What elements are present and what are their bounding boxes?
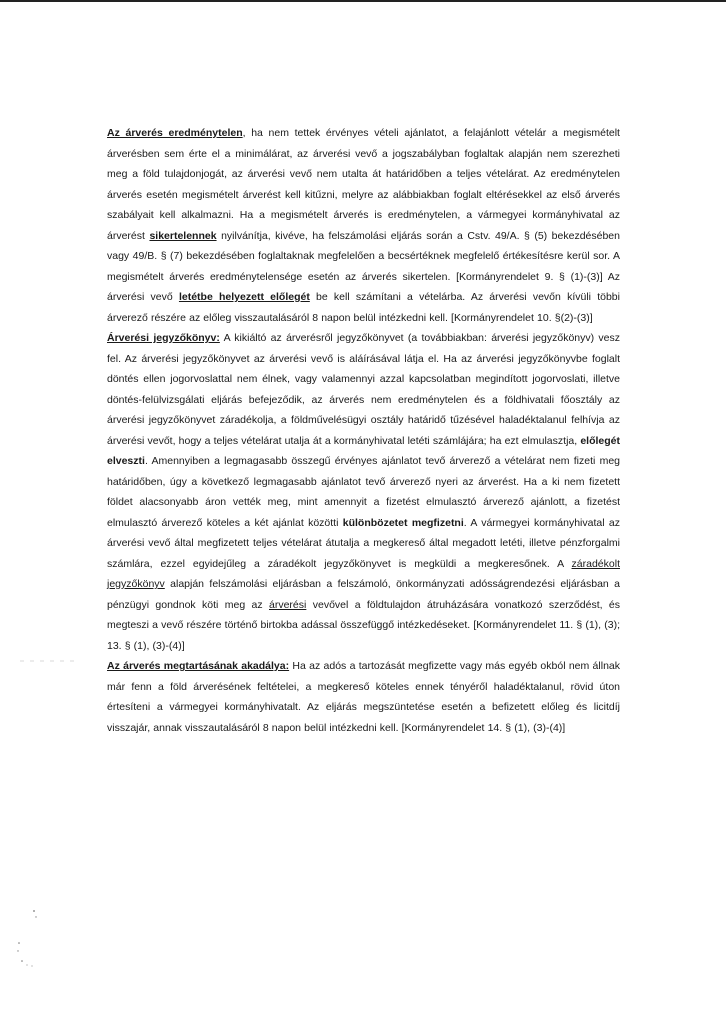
paragraph-text: A kikiáltó az árverésről jegyzőkönyvet (a továbbiakban: árverési jegyzőkönyv) vesz fel. Az árverési jegyzőkönyvet az árverési vevő is aláírásával látja el. Ha az árverési jegyzőkönyvbe foglalt döntés ellen jogorvoslattal nem élnek, vagy valamennyi azzal kapcsolatban megindított jogorvoslati, illetve döntés-felülvizsgálati eljárás befejeződik, az árverés nem eredménytelen és a földhivatali főosztály az árverési jegyzőkönyvet záradékolja, a földművelésügyi osztály határidő tűzésével haladéktalanul felhívja az árverési vevőt, hogy a teljes vételárat utalja át a kormányhivatal letéti számlájára; ha ezt elmulasztja, [107,332,621,447]
bold-term: letétbe helyezett előlegét [178,291,310,303]
heading-auction-minutes: Árverési jegyzőkönyv: [107,332,220,344]
paragraph-text: . A vármegyei kormányhivatal az árverési vevő által megfizetett teljes vételárat átutalja a megkereső által megadott letéti, illetve pénzforgalmi számlára, ezzel egyidejűleg a záradékolt jegyzőkönyvet is megküldi a megkeresőnek. A [107,516,620,570]
paragraph-text: . Amennyiben a legmagasabb összegű érvényes ajánlatot tevő árverező a vételárat nem fizeti meg határidőben, úgy a következő legmagasabb ajánlatot tevő árverező nyeri az árverést. Ha a ki nem fizetett földet alacsonyabb áron vették meg, mint amennyit a fizetést elmulasztó árverező ajánlott, a fizetést elmulasztó árverező köteles a két ajánlat közötti [107,455,620,529]
paragraph-auction-minutes [107,328,620,656]
paragraph-text: Ha az adós a tartozását megfizette vagy más egyéb okból nem állnak már fenn a föld árverésének feltételei, a megkereső köteles ennek tényéről haladéktalanul, rövid úton értesíteni a vármegyei kormányhivatalt. Az eljárás megszüntetése esetén a befizetett előleg és licitdíj visszajár, annak visszautalásáról 8 napon belül intézkedni kell. [Kormányrendelet 14. § (1), (3)-(4)] [107,660,620,734]
paragraph-text: , ha nem tettek érvényes vételi ajánlatot, a felajánlott vételár a megismételt árverésben sem érte el a minimálárat, az árverési vevő a jogszabályban foglaltak alapján nem szerezheti meg a föld tulajdonjogát, az árverési vevő nem utalta át határidőben a teljes vételárat. Az eredménytelen árverés esetén megismételt árverést kell kitűzni, melyre az alábbiakban foglalt eltérésekkel az első árverés szabályait kell alkalmazni. Ha a megismételt árverés is eredménytelen, a vármegyei kormányhivatal az árverést [107,127,620,242]
paragraph-text: be kell számítani a vételárba. Az árverési vevőn kívüli többi árverező részére az előleg visszautalásáról 8 napon belül intézkedni kell. [Kormányrendelet 10. §(2)-(3)] [107,291,620,324]
top-border-line [0,0,726,2]
paragraph-text: vevővel a földtulajdon átruházására vonatkozó szerződést, és megteszi a vevő részére történő birtokba adással összefüggő intézkedéseket. [Kormányrendelet 11. § (1), (3); 13. § (1), (3)-(4)] [107,598,620,652]
bold-term: sikertelennek [149,229,217,242]
underlined-term: árverési [269,598,307,611]
heading-unsuccessful-auction: Az árverés eredménytelen [107,127,243,139]
paragraph-unsuccessful-auction [107,123,620,328]
paragraph-text: alapján felszámolási eljárásban a felszámoló, önkormányzati adósságrendezési eljárásban a pénzügyi gondnok köti meg az [107,578,620,611]
paragraph-auction-obstacle [107,656,620,738]
scan-specks [10,905,40,975]
paragraph-text: nyilvánítja, kivéve, ha felszámolási eljárás során a Cstv. 49/A. § (5) bekezdésében vagy 49/B. § (7) bekezdésében foglaltaknak megfelelően a becsértéknek megfelelő értékesítésre kerül sor. A megismételt árverés eredménytelensége esetén az árverés sikertelen. [Kormányrendelet 9. § (1)-(3)] Az árverési vevő [107,229,620,303]
document-body [107,123,620,738]
bold-term: előlegét elveszti [107,434,620,467]
bold-term: különbözetet megfizetni [342,516,464,529]
underlined-term: záradékolt jegyzőkönyv [107,557,620,590]
heading-auction-obstacle: Az árverés megtartásának akadálya: [107,660,290,672]
scan-artifact [20,658,80,664]
